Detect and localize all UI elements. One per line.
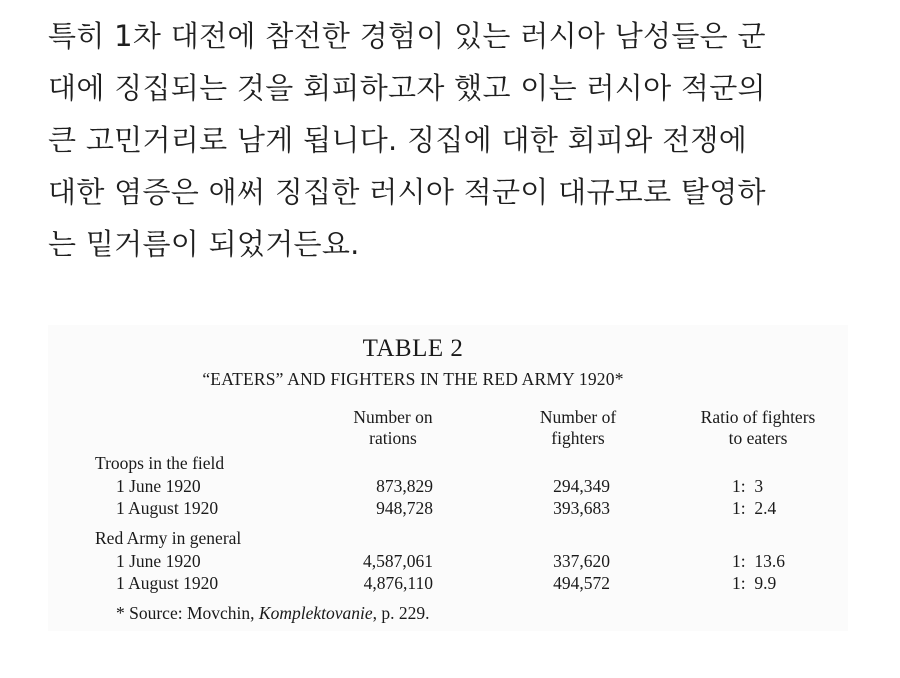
- column-header-fighters: [518, 407, 638, 449]
- column-header-line: Number on: [353, 407, 433, 427]
- row-label: 1 June 1920: [116, 551, 201, 571]
- table-subtitle: “EATERS” AND FIGHTERS IN THE RED ARMY 1920*: [202, 369, 624, 389]
- paragraph-line: 큰 고민거리로 남게 됩니다. 징집에 대한 회피와 전쟁에: [48, 123, 748, 157]
- cell-fighters: 494,572: [553, 573, 610, 593]
- table-title: TABLE 2: [362, 335, 464, 362]
- table-row: [48, 475, 848, 497]
- row-label: 1 August 1920: [116, 498, 219, 518]
- cell-rations: 948,728: [376, 498, 433, 518]
- group-label: Red Army in general: [95, 528, 242, 548]
- paragraph-line: 는 밑거름이 되었거든요.: [48, 227, 360, 261]
- cell-fighters: 294,349: [553, 476, 610, 496]
- cell-ratio: 1: 2.4: [732, 498, 777, 518]
- cell-rations: 873,829: [376, 476, 433, 496]
- table-row: [48, 497, 848, 519]
- row-label: 1 August 1920: [116, 573, 219, 593]
- paragraph-line: 대에 징집되는 것을 회피하고자 했고 이는 러시아 적군의: [48, 71, 766, 105]
- paragraph-line: 특히 1차 대전에 참전한 경험이 있는 러시아 남성들은 군: [48, 19, 766, 53]
- cell-ratio: 1: 3: [732, 476, 764, 496]
- column-header-rations: [328, 407, 458, 449]
- row-label: 1 June 1920: [116, 476, 201, 496]
- footnote-suffix: , p. 229.: [372, 603, 430, 623]
- cell-ratio: 1: 9.9: [732, 573, 777, 593]
- column-header-line: Number of: [539, 407, 617, 427]
- column-header-line: Ratio of fighters: [700, 407, 816, 427]
- cell-fighters: 393,683: [553, 498, 610, 518]
- paragraph-line: 대한 염증은 애써 징집한 러시아 적군이 대규모로 탈영하: [48, 175, 766, 209]
- footnote-work-title: Komplektovanie: [258, 603, 373, 623]
- cell-ratio: 1: 13.6: [732, 551, 785, 571]
- table-group-row: [48, 452, 848, 474]
- column-header-line: fighters: [551, 428, 605, 448]
- table-row: [48, 550, 848, 572]
- column-header-line: rations: [369, 428, 417, 448]
- group-label: Troops in the field: [95, 453, 225, 473]
- table-image: [48, 325, 848, 631]
- cell-rations: 4,587,061: [363, 551, 433, 571]
- table-group-row: [48, 527, 848, 549]
- column-header-ratio: [673, 407, 843, 449]
- table-row: [48, 572, 848, 594]
- cell-rations: 4,876,110: [363, 573, 433, 593]
- article-text: [48, 10, 878, 270]
- cell-fighters: 337,620: [553, 551, 610, 571]
- column-header-line: to eaters: [728, 428, 788, 448]
- footnote-prefix: * Source: Movchin,: [116, 603, 259, 623]
- table-footnote: [116, 603, 430, 624]
